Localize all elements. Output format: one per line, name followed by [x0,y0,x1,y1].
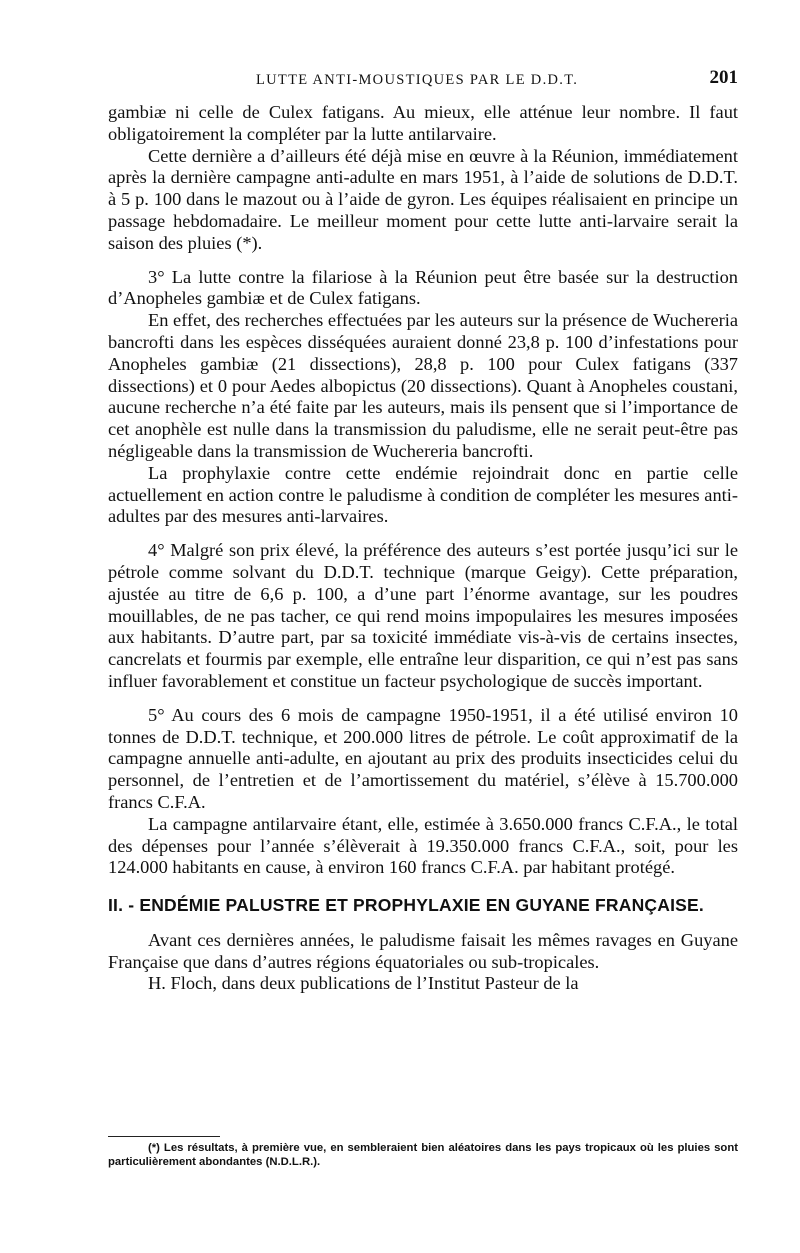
paragraph: La campagne antilarvaire étant, elle, estimée à 3.650.000 francs C.F.A., le total des dépenses pour l’année s’élèverait à 19.350.000 francs C.F.A., soit, pour les 124.000 habitants en cause, à environ 160 francs C.F.A. par habitant protégé. [108,813,738,878]
paragraph: H. Floch, dans deux publications de l’Institut Pasteur de la [148,973,579,994]
section-heading: II. - ENDÉMIE PALUSTRE ET PROPHYLAXIE EN GUYANE FRANÇAISE. [108,895,704,916]
footnote-text: (*) Les résultats, à première vue, en sembleraient bien aléatoires dans les pays tropicaux où les pluies sont particulièrement abondantes (N.D.L.R.). [108,1142,738,1168]
page-number: 201 [709,67,738,88]
paragraph-point-5: 5° Au cours des 6 mois de campagne 1950-1951, il a été utilisé environ 10 tonnes de D.D.T. technique, et 200.000 litres de pétrole. Le coût approximatif de la campagne annuelle anti-adulte, en ajoutant au prix des produits insecticides celui du personnel, de l’entretien et de l’amortissement du matériel, s’élève à 15.700.000 francs C.F.A. [108,704,738,812]
running-header [108,67,738,96]
paragraph-point-4: 4° Malgré son prix élevé, la préférence des auteurs s’est portée jusqu’ici sur le pétrole comme solvant du D.D.T. technique (marque Geigy). Cette préparation, ajustée au titre de 6,6 p. 100, a d’une part l’énorme avantage, sur les poudres mouillables, de ne pas tacher, ce qui rend moins impopulaires les mesures imposées aux habitants. D’autre part, par sa toxicité immédiate vis-à-vis de certains insectes, cancrelats et fourmis par exemple, elle entraîne leur disparition, ce qui n’est pas sans influer favorablement et constitue un facteur psychologique de succès important. [108,540,738,691]
paragraph: Avant ces dernières années, le paludisme faisait les mêmes ravages en Guyane Française que dans d’autres régions équatoriales ou sub-tropicales. [108,929,738,972]
footnote [108,1141,738,1169]
running-title: LUTTE ANTI-MOUSTIQUES PAR LE D.D.T. [256,72,579,88]
paragraph: La prophylaxie contre cette endémie rejoindrait donc en partie celle actuellement en action contre le paludisme à condition de compléter les mesures anti-adultes par des mesures anti-larvaires. [108,462,738,527]
paragraph-point-3: 3° La lutte contre la filariose à la Réunion peut être basée sur la destruction d’Anopheles gambiæ et de Culex fatigans. [108,266,738,309]
paragraph: En effet, des recherches effectuées par les auteurs sur la présence de Wuchereria bancrofti dans les espèces disséquées auraient donné 23,8 p. 100 d’infestations pour Anopheles gambiæ (21 dissections), 28,8 p. 100 pour Culex fatigans (337 dissections) et 0 pour Aedes albopictus (20 dissections). Quant à Anopheles coustani, aucune recherche n’a été faite par les auteurs, mais ils pensent que si l’importance de cet anophèle est nulle dans la transmission du paludisme, elle ne serait peut-être pas négligeable dans la transmission de Wuchereria bancrofti. [108,310,738,461]
footnote-divider [108,1136,220,1137]
page-body [108,102,738,995]
paragraph: Cette dernière a d’ailleurs été déjà mise en œuvre à la Réunion, immédiatement après la dernière campagne anti-adulte en mars 1951, à l’aide de solutions de D.D.T. à 5 p. 100 dans le mazout ou à l’aide de gyron. Les équipes réalisaient en principe un passage hebdomadaire. Le meilleur moment pour cette lutte anti-larvaire serait la saison des pluies (*). [108,145,738,253]
paragraph-continuation: gambiæ ni celle de Culex fatigans. Au mieux, elle atténue leur nombre. Il faut obligatoirement la compléter par la lutte antilarvaire. [108,102,738,144]
